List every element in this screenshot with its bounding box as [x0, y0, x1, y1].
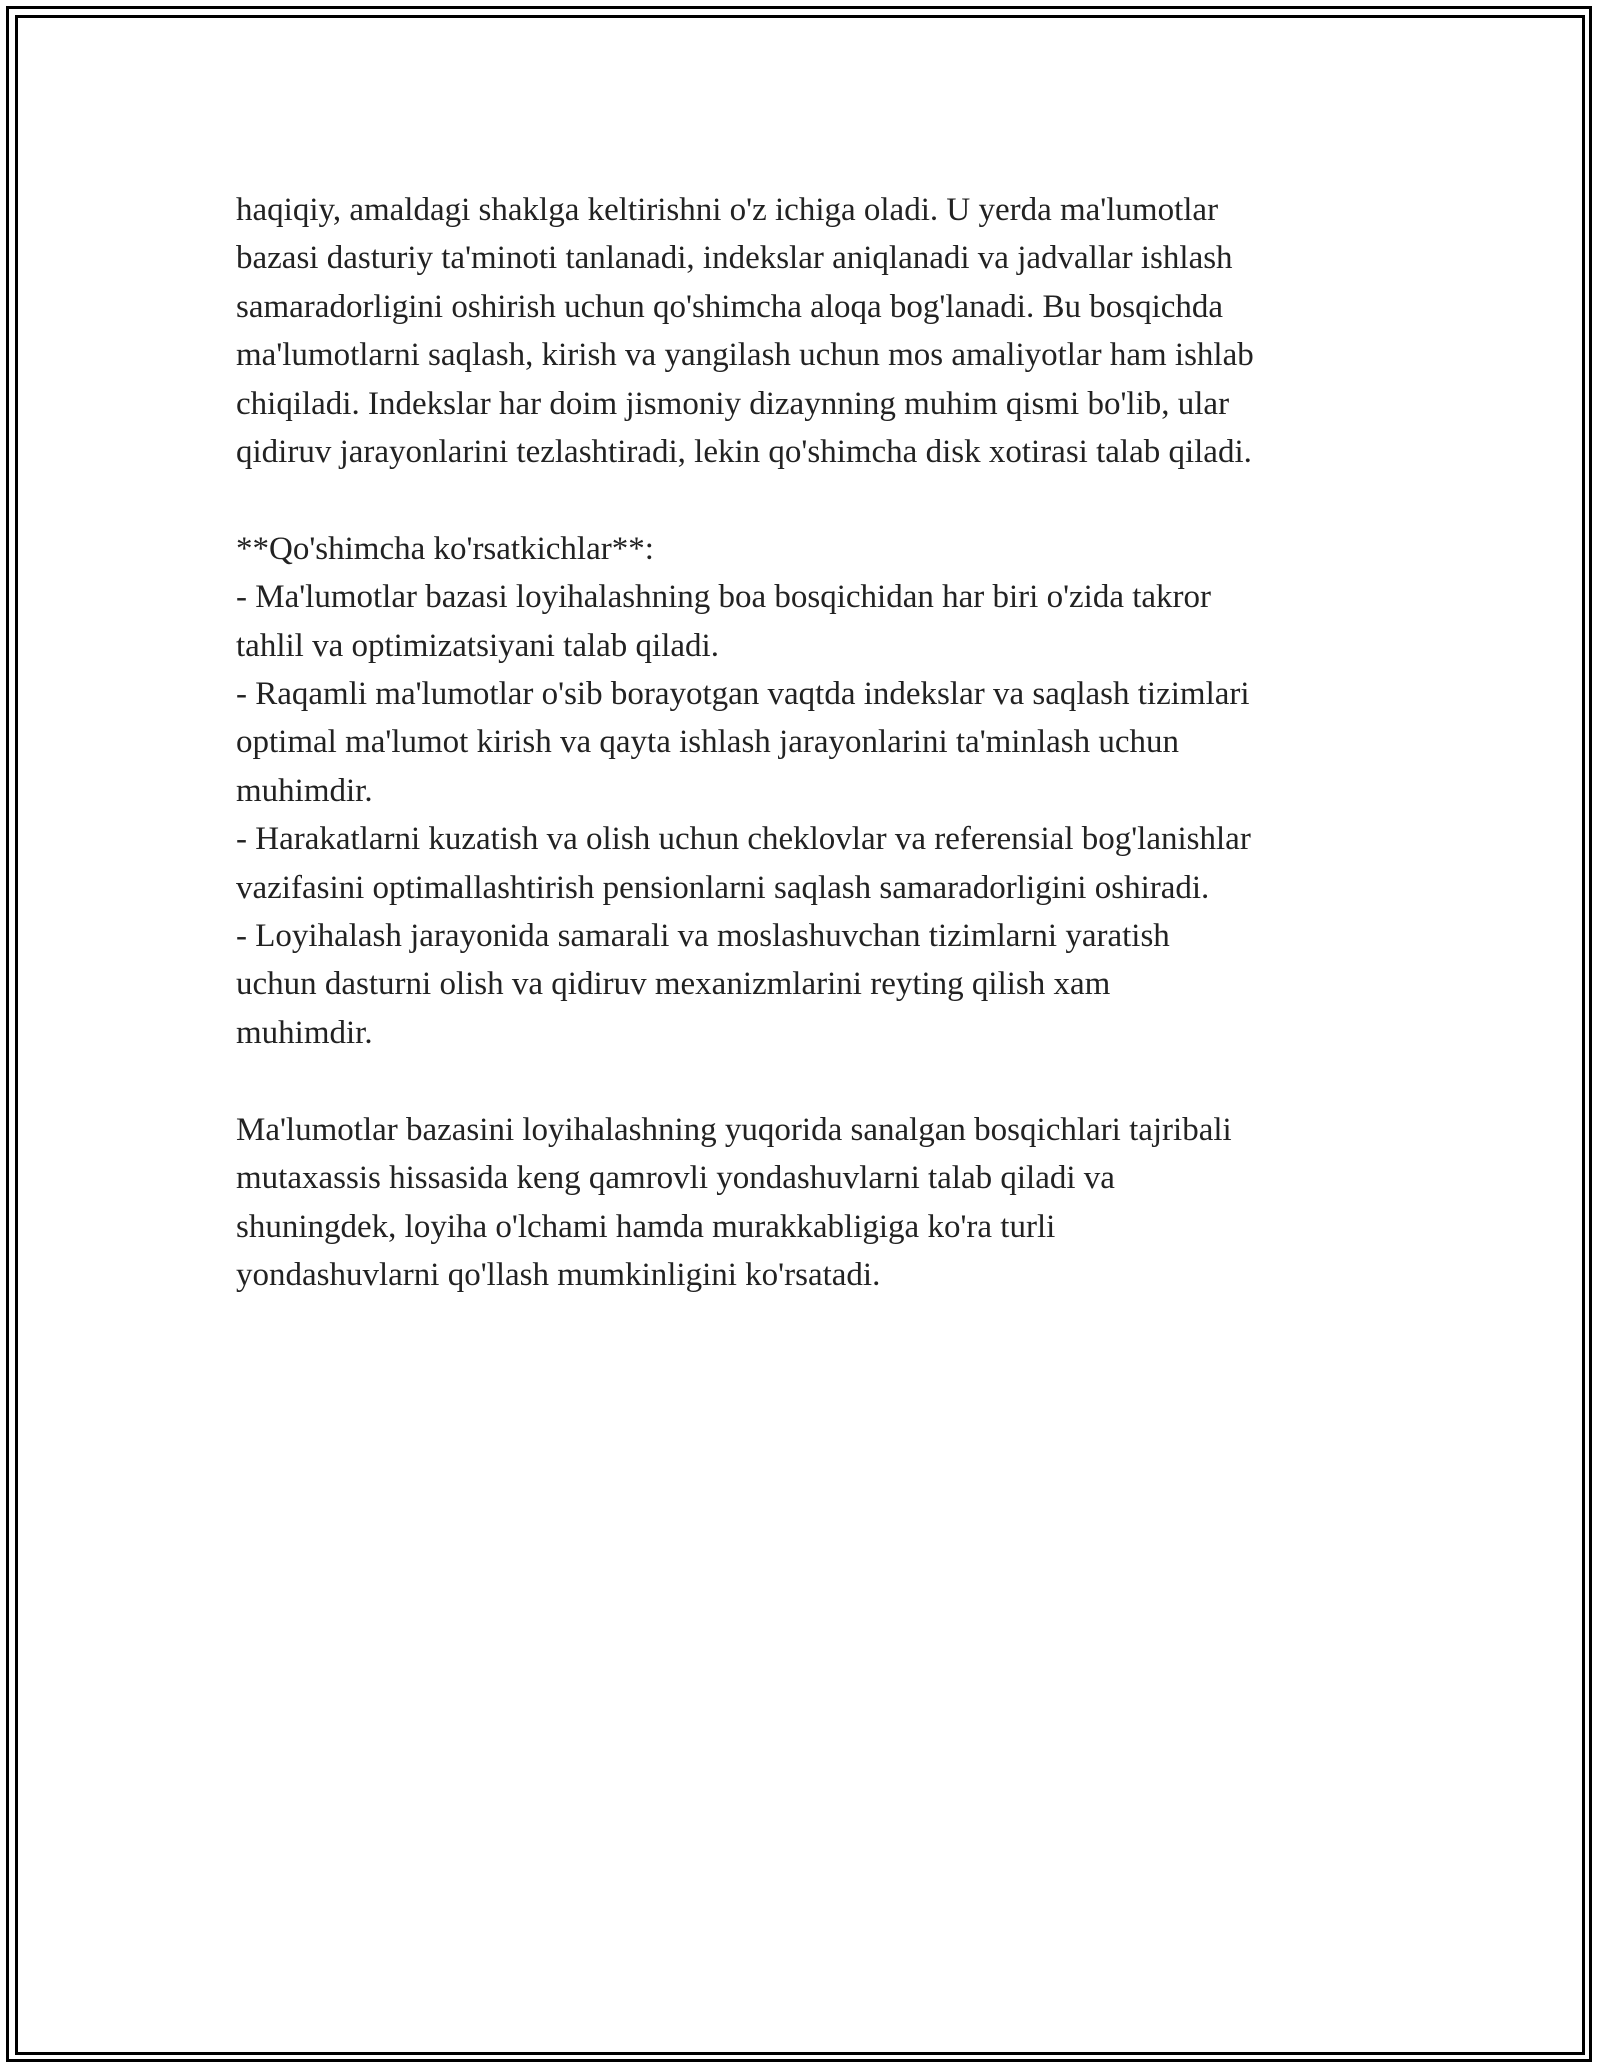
text-line: - Harakatlarni kuzatish va olish uchun cheklovlar va referensial bog'lanishlar [236, 821, 1251, 858]
text-line: uchun dasturni olish va qidiruv mexanizmlarini reyting qilish xam [236, 966, 1111, 1003]
text-line: qidiruv jarayonlarini tezlashtiradi, lekin qo'shimcha disk xotirasi talab qiladi. [236, 434, 1252, 471]
text-line: - Ma'lumotlar bazasi loyihalashning boa bosqichidan har biri o'zida takror [236, 579, 1212, 616]
text-line: mutaxassis hissasida keng qamrovli yondashuvlarni talab qiladi va [236, 1160, 1115, 1197]
section-heading: **Qo'shimcha ko'rsatkichlar**: [236, 530, 654, 567]
text-line: - Loyihalash jarayonida samarali va moslashuvchan tizimlarni yaratish [236, 918, 1170, 955]
text-line: yondashuvlarni qo'llash mumkinligini ko'rsatadi. [236, 1256, 881, 1293]
document-body [236, 186, 1396, 1299]
text-line: muhimdir. [236, 772, 373, 809]
text-line: shuningdek, loyiha o'lchami hamda murakkabligiga ko'ra turli [236, 1208, 1056, 1245]
text-line: tahlil va optimizatsiyani talab qiladi. [236, 627, 719, 664]
intro-paragraph [236, 186, 1396, 476]
text-line: chiqiladi. Indekslar har doim jismoniy dizaynning muhim qismi bo'lib, ular [236, 385, 1230, 422]
conclusion-paragraph [236, 1106, 1396, 1300]
paragraph-spacer [236, 476, 1396, 524]
text-line: bazasi dasturiy ta'minoti tanlanadi, indekslar aniqlanadi va jadvallar ishlash [236, 240, 1233, 277]
list-item [236, 815, 1396, 912]
text-line: optimal ma'lumot kirish va qayta ishlash jarayonlarini ta'minlash uchun [236, 724, 1180, 761]
text-line: muhimdir. [236, 1014, 373, 1051]
list-item [236, 912, 1396, 1057]
list-item [236, 573, 1396, 670]
text-line: Ma'lumotlar bazasini loyihalashning yuqorida sanalgan bosqichlari tajribali [236, 1111, 1232, 1148]
text-line: haqiqiy, amaldagi shaklga keltirishni o'z ichiga oladi. U yerda ma'lumotlar [236, 192, 1219, 228]
text-line: - Raqamli ma'lumotlar o'sib borayotgan vaqtda indekslar va saqlash tizimlari [236, 676, 1250, 713]
text-line: samaradorligini oshirish uchun qo'shimcha aloqa bog'lanadi. Bu bosqichda [236, 288, 1224, 325]
list-item [236, 670, 1396, 815]
text-line: ma'lumotlarni saqlash, kirish va yangilash uchun mos amaliyotlar ham ishlab [236, 337, 1254, 374]
extra-indicators-section [236, 525, 1396, 1057]
text-line: vazifasini optimallashtirish pensionlarni saqlash samaradorligini oshiradi. [236, 869, 1210, 906]
paragraph-spacer [236, 1057, 1396, 1105]
